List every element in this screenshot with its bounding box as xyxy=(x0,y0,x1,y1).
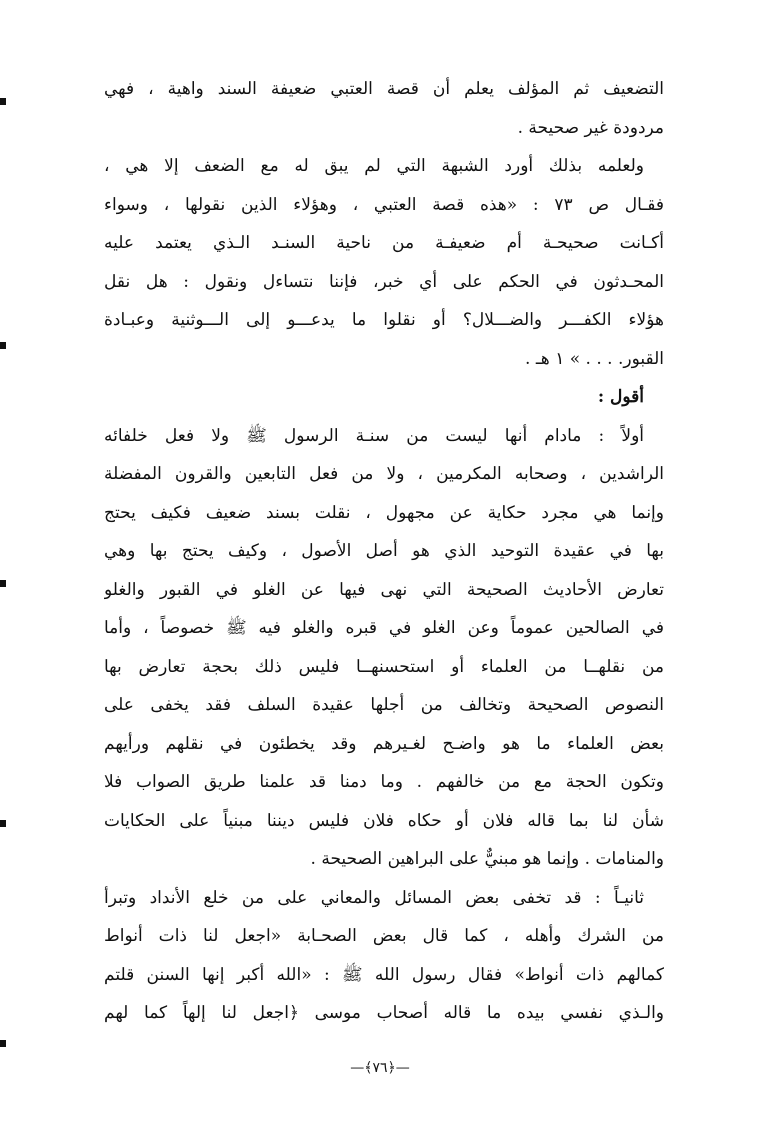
text-line: بعض العلماء ما هو واضـح لغـيرهم وقد يخطئون في نقلهم ورأيهم xyxy=(104,733,664,754)
text-line: والـذي نفسي بيده ما قاله أصحاب موسى ﴿اجعل لنا إلهاً كما لهم xyxy=(104,1003,664,1023)
edge-mark xyxy=(0,98,6,105)
edge-mark xyxy=(0,342,6,349)
text-line: المحـدثون في الحكم على أي خبر، فإننا نتساءل ونقول : هل نقل xyxy=(104,271,664,292)
text-line: ثانيـاً : قد تخفى بعض المسائل والمعاني على من خلع الأنداد وتبرأ xyxy=(104,887,644,908)
section-heading: أقول : xyxy=(597,387,644,407)
text-line: والمنامات . وإنما هو مبنيٌّ على البراهين الصحيحة . xyxy=(310,849,664,869)
text-line: مردودة غير صحيحة . xyxy=(517,117,664,138)
text-line: في الصالحين عموماً وعن الغلو في قبره والغلو فيه ﷺ خصوصاً ، وأما xyxy=(104,618,664,638)
text-line: تعارض الأحاديث الصحيحة التي نهى فيها عن الغلو في القبور والغلو xyxy=(104,579,664,600)
text-line: وتكون الحجة مع من خالفهم . وما دمنا قد علمنا طريق الصواب فلا xyxy=(104,772,664,792)
text-line: ولعلمه بذلك أورد الشبهة التي لم يبق له مع الضعف إلا هي ، xyxy=(104,156,644,176)
edge-mark xyxy=(0,820,6,827)
text-line: من نقلهــا من العلماء أو استحسنهــا فليس ذلك بحجة تعارض بها xyxy=(104,656,664,677)
text-line: أكـانت صحيحـة أم ضعيفـة من ناحية السنـد الـذي يعتمد عليه xyxy=(104,233,664,253)
page-number: —﴿٧٦﴾— xyxy=(350,1060,410,1076)
text-line: النصوص الصحيحة وتخالف من أجلها عقيدة السلف فقد يخفى على xyxy=(104,695,664,715)
text-line: أولاً : مادام أنها ليست من سنـة الرسول ﷺ ولا فعل خلفائه xyxy=(104,425,644,446)
text-line: كمالهم ذات أنواط» فقال رسول الله ﷺ : «الله أكبر إنها السنن قلتم xyxy=(104,964,664,985)
text-line: بها في عقيدة التوحيد الذي هو أصل الأصول ، وكيف يحتج بها وهي xyxy=(104,541,664,561)
text-line: وإنما هي مجرد حكاية عن مجهول ، نقلت بسند ضعيف فكيف يحتج xyxy=(104,502,664,523)
text-line: هؤلاء الكفـــر والضـــلال؟ أو نقلوا ما يدعـــو إلى الـــوثنية وعبـادة xyxy=(104,310,664,330)
text-line: فقـال ص ٧٣ : «هذه قصة العتبي ، وهؤلاء الذين نقولها ، وسواء xyxy=(104,194,664,215)
text-line: الراشدين ، وصحابه المكرمين ، ولا من فعل التابعين والقرون المفضلة xyxy=(104,464,664,484)
text-line: شأن لنا بما قاله فلان أو حكاه فلان فليس ديننا مبنياً على الحكايات xyxy=(104,810,664,831)
page-body xyxy=(104,70,664,1033)
edge-mark xyxy=(0,580,6,587)
edge-mark xyxy=(0,1040,6,1047)
text-line: من الشرك وأهله ، كما قال بعض الصحـابة «اجعل لنا ذات أنواط xyxy=(104,926,664,946)
text-line: القبور. . . . » ١ هـ . xyxy=(525,348,664,369)
text-line: التضعيف ثم المؤلف يعلم أن قصة العتبي ضعيفة السند واهية ، فهي xyxy=(104,79,664,99)
